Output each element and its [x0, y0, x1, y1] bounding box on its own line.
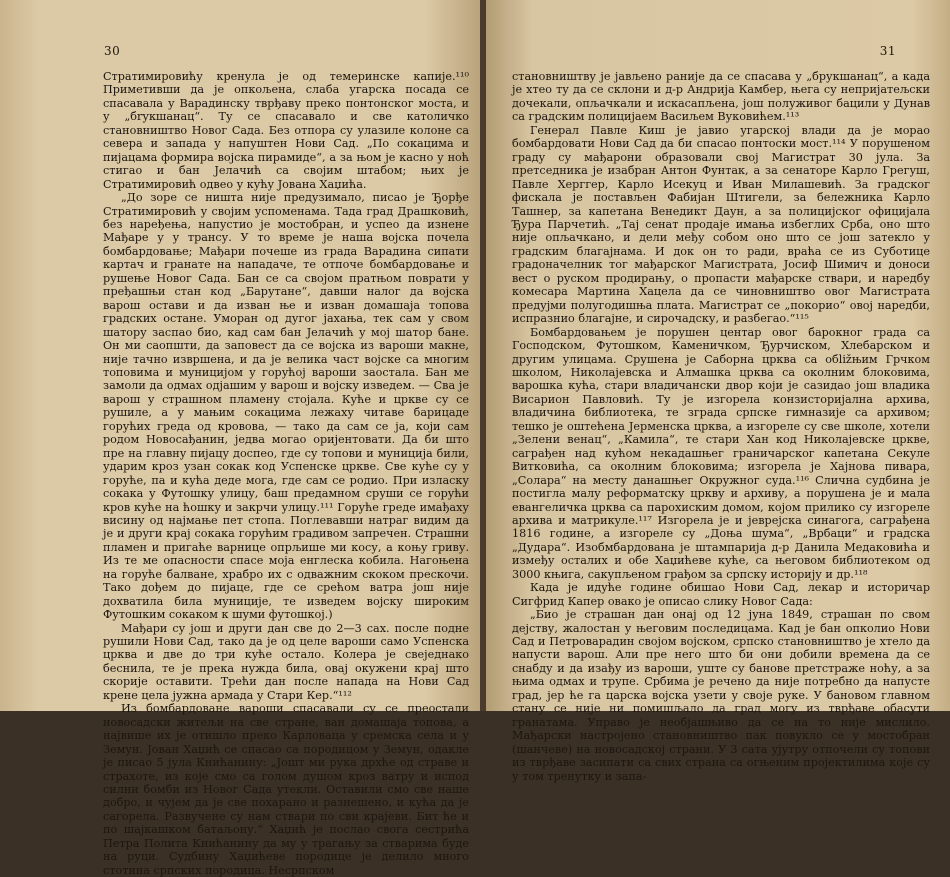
- page-body: [512, 70, 930, 783]
- paragraph: „До зоре се ништа није предузимало, писао је Ђорђе Стратимировић у својим успоменама. Тада град Драшковић, без наређења, напустио је мостобран, и успео да изнене Мађаре у у трансу. У то време је наша војска почела бомбардовање; Мађари почеше из града Варадина сипати картач и гранате на нападаче, те отпоче бомбардовање и рушење Новог Сада. Бан се са својом пратњом поврати у пређашњи стан код „Барутане“, давши налог да војска варош остави и да изван ње и изван домашаја топова градских остане. Уморан од дугог јахања, тек сам у свом шатору заспао био, кад сам бан Јелачић у мој шатор бане. Он ми саопшти, да заповест да се војска из вароши макне, није тачно извршена, и да је велика част војске са многим топовима и муницијом у горућој вароши заостала. Бан ме замоли да одмах одјашим у варош и војску изведем. — Сва је варош у страшном пламену стојала. Куће и цркве су се рушиле, а у мањим сокацима лежаху читаве барицаде горућих греда од кровова, — тако да сам се ја, који сам родом Новосађанин, једва могао оријентовати. Да би што пре на главну пијацу доспео, где су топови и муниција били, ударим кроз узан сокак код Успенске цркве. Све куће су у горуће, па и кућа деде мога, где сам се родио. При изласку сокака у Футошку улицу, баш предамном сруши се горући кров куће на ћошку и закрчи улицу.¹¹¹ Горуће греде имађаху висину од најмање пет стопа. Поглевавши натраг видим да је и други крај сокака горућим градивом запречен. Страшни пламен и пригаће варнице опрљише ми косу, а коњу гриву. Из те ме опасности спасе моја енглеска кобила. Нагоњена на горуће балване, храбро их с одважним скоком прескочи. Тако дођем до пијаце, где се срећом ватра још није дохватила била муниције, те изведем војску широким Футошким сокаком к шуми футошкој.): [103, 191, 469, 622]
- page-number: 30: [104, 44, 121, 58]
- paragraph: Када је идуће године обишао Нови Сад, лекар и историчар Сигфрид Капер овако је описао слику Новог Сада:: [512, 581, 930, 608]
- paragraph: Мађари су још и други дан све до 2—3 сах. после подне рушили Нови Сад, тако да је од целе вароши само Успенска црква и две до три куће остало. Колера је свеједнако беснила, те је прека нужда била, овај окужени крај што скорије оставити. Трећи дан после напада на Нови Сад крене цела јужна армада у Стари Кер.“¹¹²: [103, 621, 469, 702]
- right-page: [486, 0, 950, 783]
- paragraph: Стратимировићу кренула је од темеринске капије.¹¹⁰ Приметивши да је опкољена, слаба угарска посада се спасавала у Варадинску тврђаву преко понтонског моста, и у „бrукшанац“. Ту се спасавало и све католичко становништво Новог Сада. Без отпора су улазиле колоне са севера и запада у напуштен Нови Сад. „По сокацима и пијацама формира војска пирамиде“, а за њом је касно у ноћ стигао и бан Јелачић са својим штабом; њих је Стратимировић одвео у кућу Јована Хаџића.: [103, 70, 469, 191]
- paragraph: становништву је јављено раније да се спасава у „брукшанац“, а када је хтео ту да се склони и д-р Андрија Камбер, њега су непријатељски дочекали, опљачкали и искасапљена, још полуживог бацили у Дунав са градским полицијаем Васиљем Вуковићем.¹¹³: [512, 70, 930, 124]
- paragraph: Генерал Павле Киш је јавио угарској влади да је морао бомбардовати Нови Сад да би спасао понтоски мост.¹¹⁴ У порушеном граду су мађарони образовали свој Магистрат 30 јула. За претседника је изабран Антон Фунтак, а за сенаторе Карло Грегуш, Павле Херггер, Карло Исекуц и Иван Милашевић. За градског фискала је постављен Фабијан Штигели, за бележника Карло Ташнер, за капетана Венедикт Даун, а за полицијског официјала Ђура Парчетић. „Тај сенат продаје имања избеглих Срба, оно што није опљачкано, и дели међу собом оно што се још затекло у градским благајнама. И док он то ради, враћа се из Суботице градоначелник тог мађарског Магистрата, Јосиф Шимич и доноси вест о руском продирању, о пропасти мађарске ствари, и наредбу комесара Мартина Хацела да се чиновништво овог Магистрата предујми полугодишња плата. Магистрат се „покорио“ овој наредби, испразнио благајне, и сирочадску, и разбегао.“¹¹⁵: [512, 123, 930, 326]
- paragraph: Бомбардовањем је порушен центар овог барокног града са Господском, Футошком, Каменичком, Ђурчиском, Хлебарском и другим улицама. Срушена је Саборна црква са обližњим Грчком школом, Николајевска и Алмашка црква са околним блоковима, варошка кућа, стари владичански двор који је сазидао још владика Висарион Павловић. Ту је изгорела конзисторијална архива, владичина библиотека, те зграда српске гимназије са архивом; тешко је оштећена Јерменска црква, а изгореле су све школе, хотели „Зелени венац“, „Камила“, те стари Хан код Николајевске цркве, саграђен над кућом некадашњег граничарског капетана Секуле Витковића, са околним блоковима; изгорела је Хајнова пивара, „Солара“ на месту данашњег Окружног суда.¹¹⁶ Слична судбина је постигла малу реформатску цркву и архиву, а порушена је и мала евангеличка црква са парохиским домом, којом прилико су изгореле архива и матрикуле.¹¹⁷ Изгорела је и јеврејска синагога, саграђена 1816 године, а изгореле су „Доња шума“, „Врбаци“ и градска „Дудара“. Изобмбардована је штампарија д-р Данила Медаковића и између осталих и обе Хаџићеве куће, са његовом библиотеком од 3000 књига, сакупљеном грађом за српску историју и др.¹¹⁸: [512, 325, 930, 581]
- paragraph: Из бомбардоване вароши спасавали су се преостали новосадски житељи на све стране, ван домашаја топова, а највише их је отишло преко Карловаца у сремска села и у Земун. Јован Хаџић се спасао са породицом у Земун, одакле је писао 5 јула Книћанину: „Јошт ми рука дрхће од страве и страхоте, из које смо са голом душом кроз ватру и испод силни бомби из Новог Сада утекли. Оставили смо све наше добро, и чујем да је све похарано и разнешено, и кућа да је сагорела. Развучене су нам ствари по сви крајеви. Бит ће и по шајкашком батаљону.“ Хаџић је послао свога сестрића Петра Полита Книћанину да му у трагању за стварима буде на руци. Судбину Хаџићеве породице је делило много стотина српских породица. Несрпском: [103, 702, 469, 877]
- page-number: 31: [879, 44, 896, 58]
- paragraph: „Био је страшан дан онај од 12 јуна 1849, страшан по свом дејству, жалостан у његовим последицама. Кад је бан опколио Нови Сад и Петроварадин својом војском, српско становништво је хтело да напусти варош. Али пре него што би они добили времена да се снабду и да изађу из вароши, уште су банове претстраже ноћу, а за њима одмах и трупе. Србима је речено да није потребно да напусте град, јер ће га царска војска узети у своје руке. У бановом главном стану се није ни помишљало да град могу из тврђаве обасути гранатама. Управо је необјашњиво да се на то није мислило. Мађарски настројено становништво пак повукло се у мостобран (шанчеве) на новосадској страни. У 3 сата ујутру отпочели су топови из тврђаве засипати са свих страна са огњеним пројектилима које су у том тренутку и запа-: [512, 608, 930, 783]
- page-body: [103, 70, 469, 877]
